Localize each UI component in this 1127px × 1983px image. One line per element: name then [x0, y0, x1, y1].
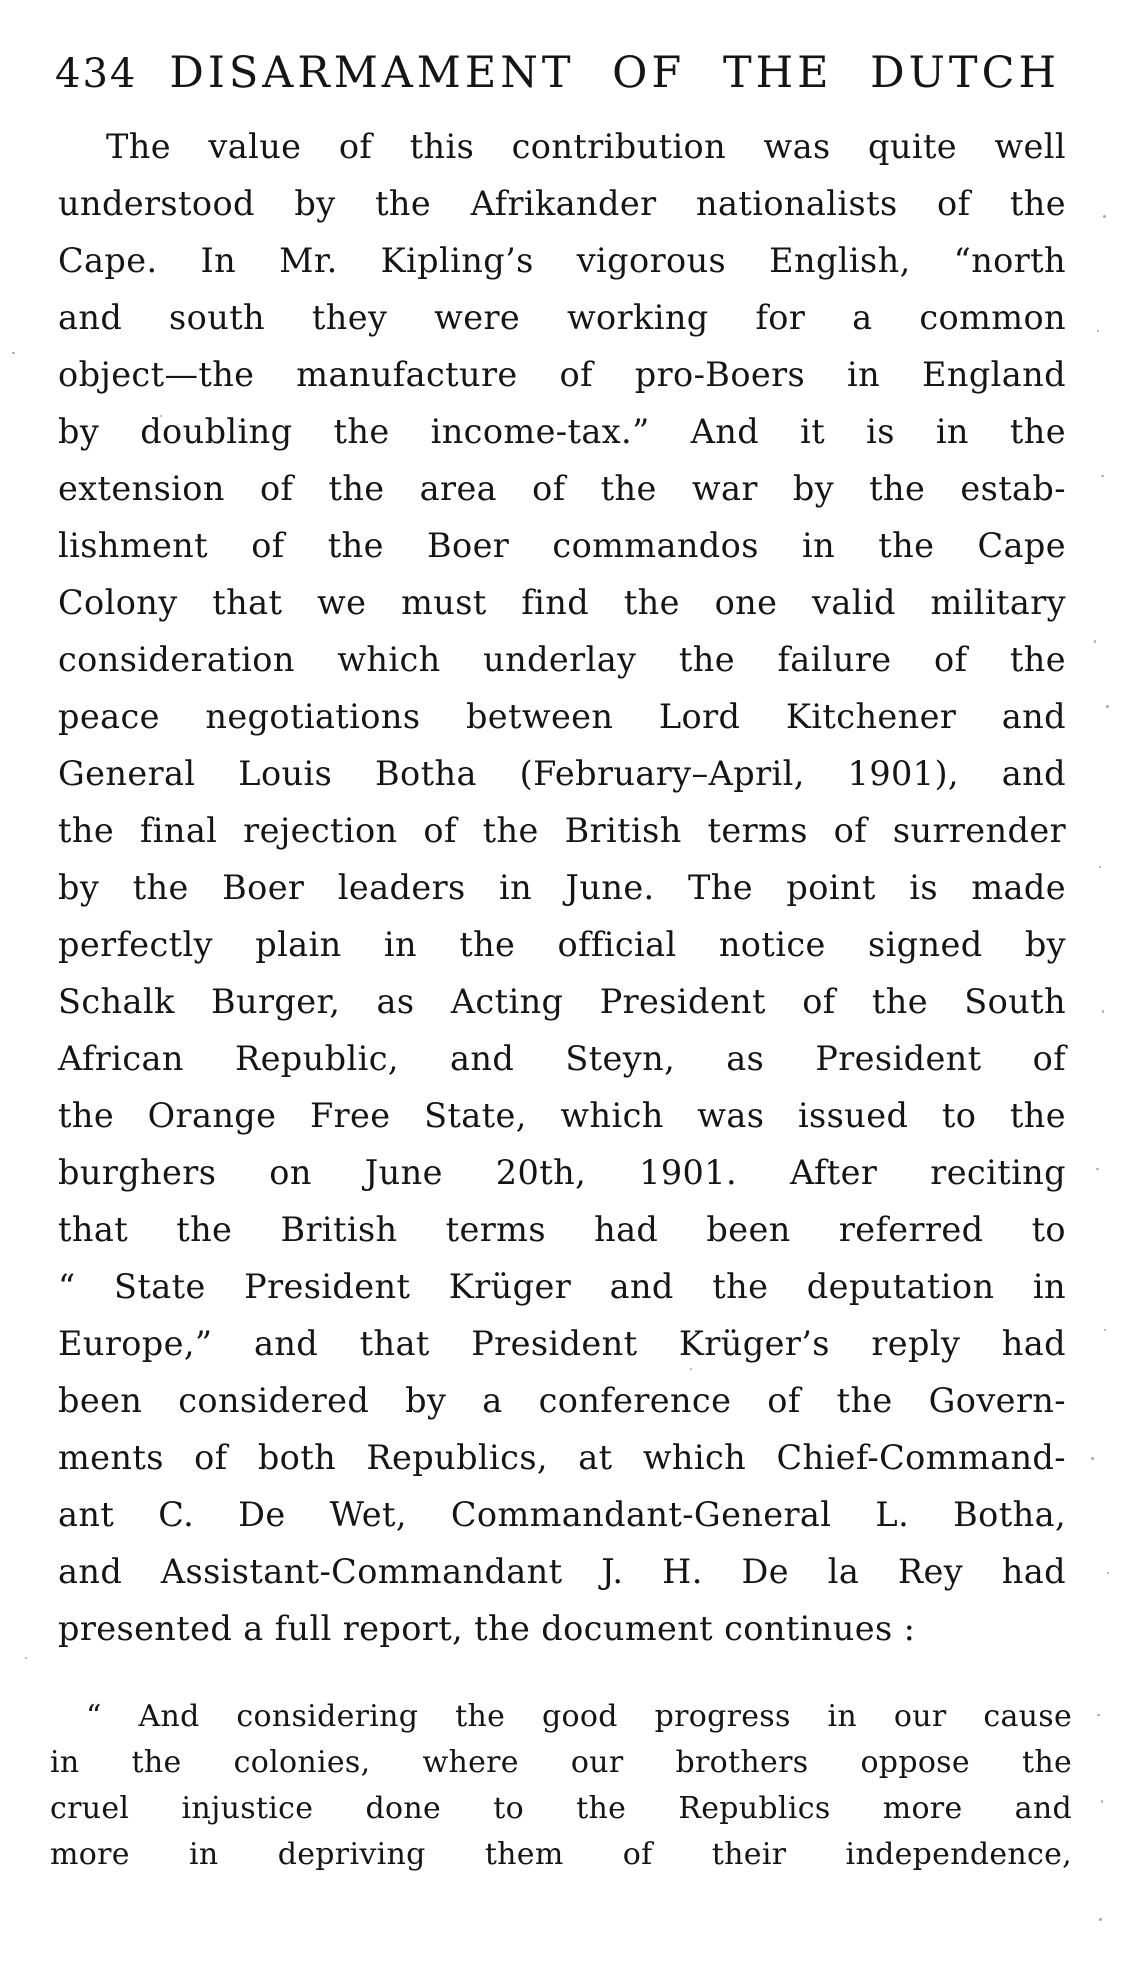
text-line: and Assistant-Commandant J. H. De la Rey had [58, 1552, 1066, 1591]
text-line: Colony that we must find the one valid military [58, 583, 1066, 622]
text-line: that the British terms had been referred to [58, 1210, 1066, 1249]
text-line: cruel injustice done to the Republics more and [50, 1791, 1072, 1826]
text-line: the final rejection of the British terms of surrender [58, 811, 1066, 850]
scan-speckle [1099, 1918, 1102, 1921]
text-line: Schalk Burger, as Acting President of the South [58, 982, 1066, 1021]
main-paragraph [58, 118, 1066, 1657]
text-line: been considered by a conference of the Govern- [58, 1381, 1066, 1420]
text-line: ments of both Republics, at which Chief-Command- [58, 1438, 1066, 1477]
scan-speckle [1094, 640, 1096, 643]
scan-speckle [1101, 1800, 1103, 1803]
text-line: and south they were working for a common [58, 298, 1066, 337]
text-line: “ State President Krüger and the deputation in [58, 1267, 1066, 1306]
text-line: by doubling the income-tax.” And it is in the [58, 412, 1066, 451]
block-quote [50, 1694, 1072, 1878]
text-line: peace negotiations between Lord Kitchener and [58, 697, 1066, 736]
scan-speckle [25, 1657, 27, 1659]
scan-speckle [12, 352, 15, 354]
text-line: the Orange Free State, which was issued to the [58, 1096, 1066, 1135]
text-line: extension of the area of the war by the estab- [58, 469, 1066, 508]
scan-speckle [1099, 866, 1101, 868]
text-line: Cape. In Mr. Kipling’s vigorous English, “north [58, 241, 1066, 280]
text-line: “ And considering the good progress in our cause [86, 1699, 1072, 1734]
scan-speckle [1106, 705, 1109, 708]
text-line: African Republic, and Steyn, as President of [58, 1039, 1066, 1078]
text-line: consideration which underlay the failure of the [58, 640, 1066, 679]
page-header [55, 48, 1065, 98]
scan-speckle [1097, 1714, 1100, 1716]
text-line: object—the manufacture of pro-Boers in England [58, 355, 1066, 394]
scan-speckle [1102, 1010, 1104, 1013]
scan-speckle [1104, 1329, 1106, 1331]
text-line: burghers on June 20th, 1901. After reciting [58, 1153, 1066, 1192]
text-line: presented a full report, the document continues : [58, 1609, 916, 1648]
text-line: by the Boer leaders in June. The point is made [58, 868, 1066, 907]
text-line: Europe,” and that President Krüger’s reply had [58, 1324, 1066, 1363]
text-line: General Louis Botha (February–April, 1901), and [58, 754, 1066, 793]
text-line: ant C. De Wet, Commandant-General L. Botha, [58, 1495, 1066, 1534]
scan-speckle [690, 1368, 692, 1370]
text-line: perfectly plain in the official notice signed by [58, 925, 1066, 964]
scan-speckle [1091, 1457, 1094, 1460]
running-title: DISARMAMENT OF THE DUTCH [169, 48, 1060, 98]
text-line: more in depriving them of their independence, [50, 1837, 1072, 1872]
text-line: lishment of the Boer commandos in the Cape [58, 526, 1066, 565]
text-line: The value of this contribution was quite well [106, 127, 1066, 166]
scan-speckle [160, 415, 162, 417]
page-number: 434 [55, 51, 138, 97]
scan-speckle [1096, 1168, 1099, 1170]
scan-speckle [1101, 475, 1104, 477]
scan-speckle [1103, 215, 1106, 218]
scan-speckle [1097, 330, 1099, 332]
text-line: understood by the Afrikander nationalists of the [58, 184, 1066, 223]
scan-speckle [1107, 1572, 1109, 1574]
text-line: in the colonies, where our brothers oppose the [50, 1745, 1072, 1780]
